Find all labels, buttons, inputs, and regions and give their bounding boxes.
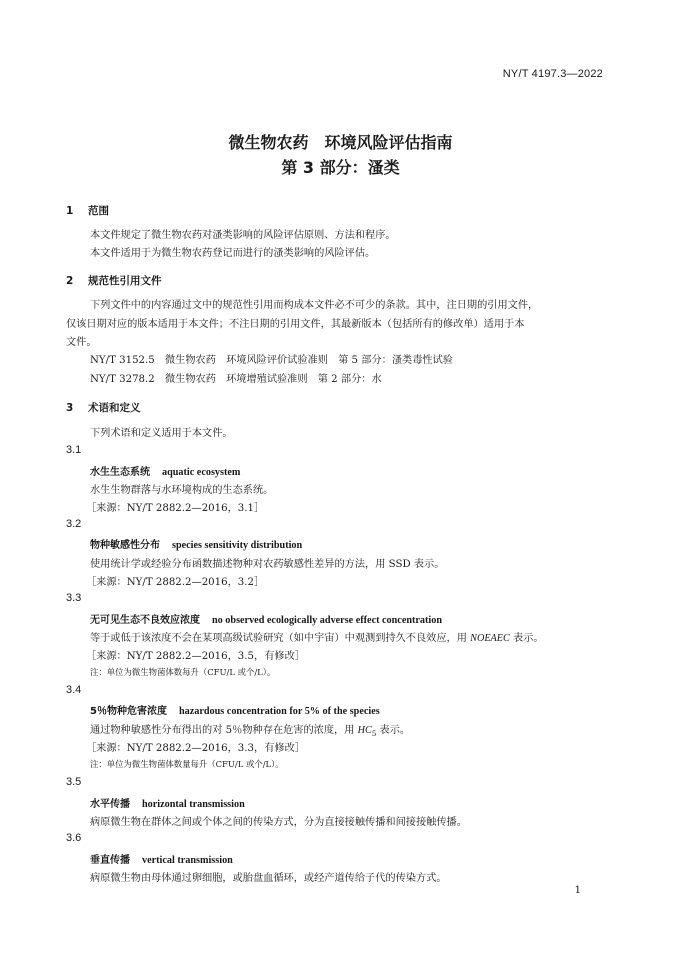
section-3-heading [66,400,141,415]
term-number: 3.6 [66,832,82,844]
term-heading [90,851,233,866]
term-note: 注：单位为微生物菌体数量每升（CFU/L 或个/L）。 [90,759,284,769]
term-number: 3.3 [66,592,82,604]
term-en: aquatic ecosystem [162,467,241,478]
term-number: 3.5 [66,776,82,788]
section-number: 1 [66,205,74,217]
term-definition: 使用统计学或经验分布函数描述物种对农药敏感性差异的方法，用 SSD 表示。 [90,559,445,570]
term-heading [90,795,245,810]
paragraph-line: 文件。 [66,337,97,348]
symbol-hc: HC [357,725,372,736]
term-heading [90,611,442,626]
section-2-heading [66,273,162,288]
paragraph: 下列术语和定义适用于本文件。 [90,428,233,439]
definition-text: 表示。 [376,725,411,736]
definition-text: 表示。 [509,633,544,644]
section-number: 2 [66,275,74,287]
document-subtitle: 第 3 部分：溞类 [281,158,400,177]
section-number: 3 [66,402,74,414]
term-number: 3.2 [66,518,82,530]
section-title: 范围 [88,205,109,217]
term-en: horizontal transmission [142,799,245,810]
term-definition: 病原微生物由母体通过卵细胞，或胎盘血循环，或经产道传给子代的传染方式。 [90,873,447,884]
term-definition [90,721,410,738]
term-source: ［来源：NY/T 2882.2—2016，3.2］ [86,577,265,588]
section-1-heading [66,203,109,218]
paragraph: 本文件适用于为微生物农药登记而进行的溞类影响的风险评估。 [90,248,376,259]
section-title: 术语和定义 [88,402,141,414]
term-cn: 垂直传播 [90,855,130,866]
term-cn: 水平传播 [90,799,130,810]
term-cn: 5％物种危害浓度 [90,706,167,717]
standard-code: NY/T 4197.3—2022 [502,68,603,80]
term-note: 注：单位为微生物菌体数每升（CFU/L 或个/L）。 [90,667,276,677]
term-en: vertical transmission [142,855,233,866]
term-source: ［来源：NY/T 2882.2—2016，3.1］ [86,503,265,514]
term-en: hazardous concentration for 5% of the species [178,706,380,717]
reference-item: NY/T 3152.5 微生物农药 环境风险评价试验准则 第 5 部分：溞类毒性试验 [90,355,453,366]
section-title: 规范性引用文件 [88,275,162,287]
reference-item: NY/T 3278.2 微生物农药 环境增殖试验准则 第 2 部分：水 [90,374,382,385]
term-definition [90,629,544,644]
page-number: 1 [574,885,581,896]
term-cn: 水生生态系统 [90,467,150,478]
paragraph-line: 下列文件中的内容通过文中的规范性引用而构成本文件必不可少的条款。其中，注日期的引用文件， [90,300,539,311]
paragraph: 本文件规定了微生物农药对溞类影响的风险评估原则、方法和程序。 [90,230,396,241]
symbol-noeaec: NOEAEC [470,633,510,644]
document-title: 微生物农药 环境风险评估指南 [228,133,453,152]
term-source: ［来源：NY/T 2882.2—2016，3.3，有修改］ [86,743,305,754]
term-heading [90,463,240,478]
term-heading [90,702,380,717]
term-cn: 无可见生态不良效应浓度 [90,615,200,626]
term-definition: 病原微生物在群体之间或个体之间的传染方式，分为直接接触传播和间接接触传播。 [90,817,467,828]
term-en: no observed ecologically adverse effect concentration [212,615,443,626]
symbol-subscript: 5 [371,730,377,739]
term-en: species sensitivity distribution [172,540,303,551]
term-number: 3.4 [66,684,82,696]
definition-text: 等于或低于该浓度不会在某项高级试验研究（如中宇宙）中观测到持久不良效应，用 [90,633,471,644]
paragraph-line: 仅该日期对应的版本适用于本文件；不注日期的引用文件，其最新版本（包括所有的修改单）适用于本 [66,319,525,330]
term-heading [90,536,302,551]
term-source: ［来源：NY/T 2882.2—2016，3.5，有修改］ [86,651,305,662]
term-cn: 物种敏感性分布 [90,540,160,551]
term-definition: 水生生物群落与水环境构成的生态系统。 [90,485,274,496]
definition-text: 通过物种敏感性分布得出的对 5％物种存在危害的浓度，用 [90,725,358,736]
term-number: 3.1 [66,444,82,456]
